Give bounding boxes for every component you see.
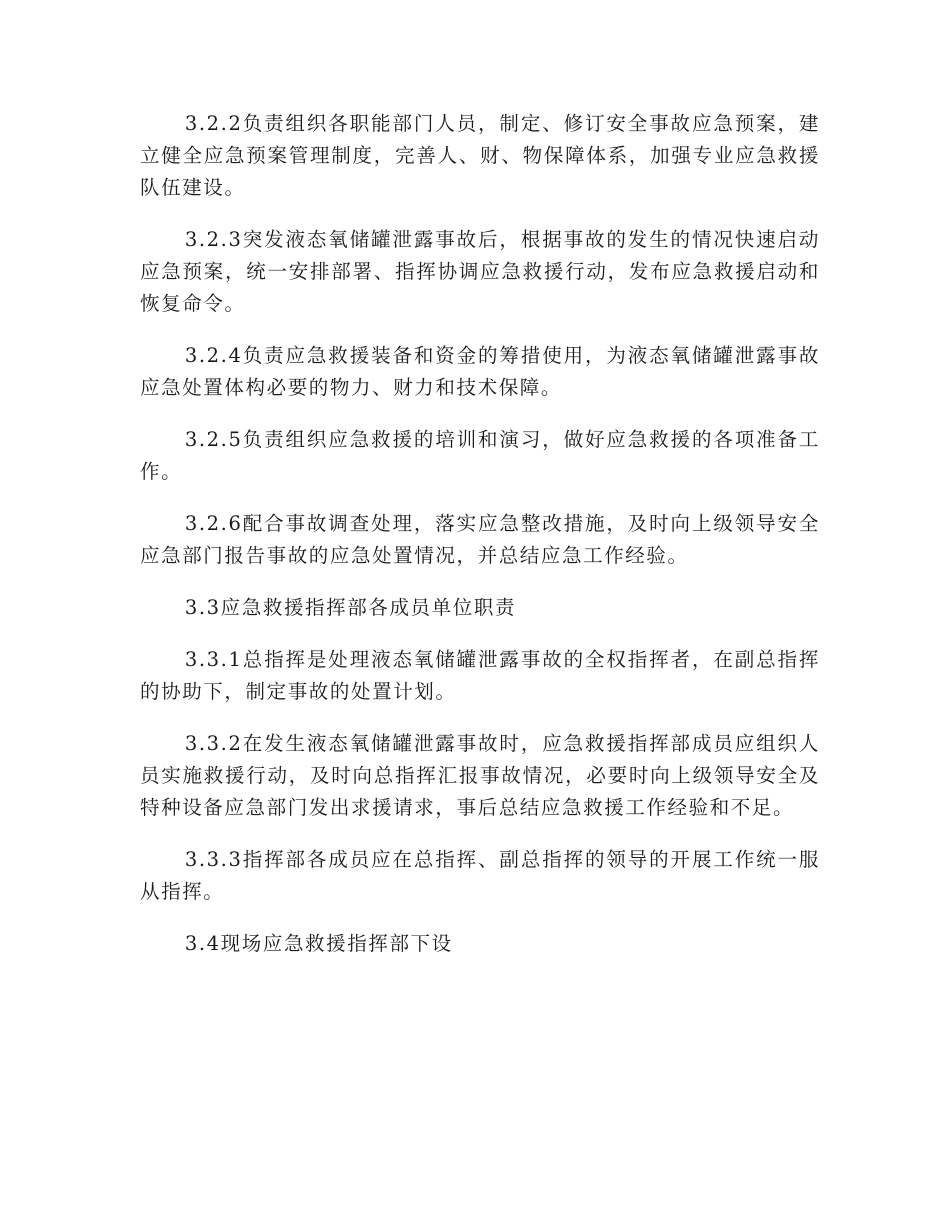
section-heading-3-3: 3.3应急救援指挥部各成员单位职责 — [184, 596, 517, 619]
paragraph-3-2-3: 3.2.3突发液态氧储罐泄露事故后，根据事故的发生的情况快速启动应急预案，统一安排部署、指挥协调应急救援行动，发布应急救援启动和恢复命令。 — [140, 228, 820, 315]
paragraph-3-2-2: 3.2.2负责组织各职能部门人员，制定、修订安全事故应急预案，建立健全应急预案管理制度，完善人、财、物保障体系，加强专业应急救援队伍建设。 — [140, 112, 820, 199]
paragraph-3-2-5: 3.2.5负责组织应急救援的培训和演习，做好应急救援的各项准备工作。 — [140, 428, 820, 483]
paragraph-3-3-3: 3.3.3指挥部各成员应在总指挥、副总指挥的领导的开展工作统一服从指挥。 — [140, 848, 820, 903]
document-body — [140, 108, 820, 980]
paragraph-3-2-6: 3.2.6配合事故调查处理，落实应急整改措施，及时向上级领导安全应急部门报告事故的应急处置情况，并总结应急工作经验。 — [140, 512, 820, 567]
paragraph-3-3-1: 3.3.1总指挥是处理液态氧储罐泄露事故的全权指挥者，在副总指挥的协助下，制定事故的处置计划。 — [140, 648, 820, 703]
paragraph-3-3-2: 3.3.2在发生液态氧储罐泄露事故时，应急救援指挥部成员应组织人员实施救援行动，及时向总指挥汇报事故情况，必要时向上级领导安全及特种设备应急部门发出求援请求，事后总结应急救援工作经验和不足。 — [140, 732, 820, 819]
paragraph-3-2-4: 3.2.4负责应急救援装备和资金的筹措使用，为液态氧储罐泄露事故应急处置体构必要的物力、财力和技术保障。 — [140, 344, 820, 399]
section-heading-3-4: 3.4现场应急救援指挥部下设 — [184, 932, 453, 955]
